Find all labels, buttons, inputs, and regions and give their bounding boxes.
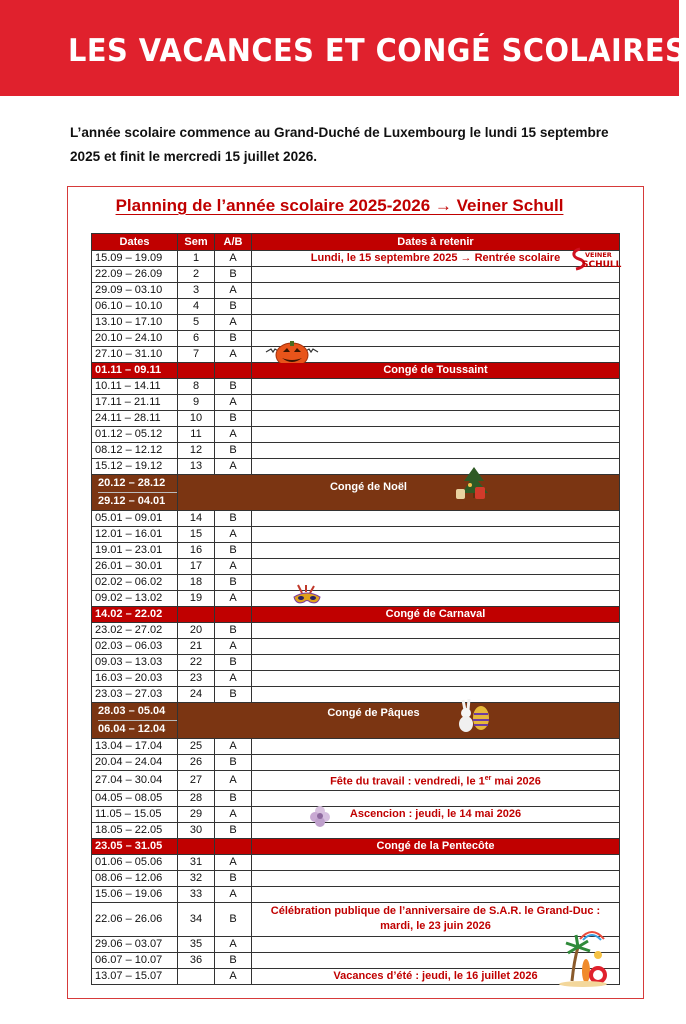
page-title: LES VACANCES ET CONGÉ SCOLAIRES [68, 33, 686, 69]
row-dates: 22.09 – 26.09 [92, 267, 178, 283]
row-dates: 23.05 – 31.05 [92, 838, 178, 854]
row-dates: 23.02 – 27.02 [92, 623, 178, 639]
row-dates: 26.01 – 30.01 [92, 559, 178, 575]
row-dates: 02.03 – 06.03 [92, 639, 178, 655]
row-dates: 27.10 – 31.10 [92, 347, 178, 363]
row-dates: 27.04 – 30.04 [92, 771, 178, 791]
surfboard [582, 959, 590, 983]
row-dates-stack [98, 703, 177, 738]
row-dates: 01.11 – 09.11 [92, 363, 178, 379]
table-row [92, 936, 620, 952]
table-row [92, 687, 620, 703]
gift-beige [456, 489, 465, 499]
row-note [252, 511, 620, 527]
gift-red [475, 487, 485, 499]
table-row [92, 703, 620, 739]
row-sem: 2 [178, 267, 215, 283]
row-sem: 10 [178, 411, 215, 427]
row-note-text: Vacances d’été : jeudi, le 16 juillet 2026 [333, 969, 538, 982]
row-note [252, 527, 620, 543]
row-note [252, 755, 620, 771]
row-dates: 09.03 – 13.03 [92, 655, 178, 671]
row-dates-stack [98, 475, 177, 510]
row-dates: 18.05 – 22.05 [92, 822, 178, 838]
row-note [252, 886, 620, 902]
table-row [92, 968, 620, 984]
table-row [92, 623, 620, 639]
row-ab: A [215, 427, 252, 443]
logo-line1: VEINER [585, 251, 612, 259]
row-note-line2: mardi, le 23 juin 2026 [380, 920, 491, 933]
row-note [252, 790, 620, 806]
row-dates: 22.06 – 26.06 [92, 902, 178, 936]
row-dates: 20.04 – 24.04 [92, 755, 178, 771]
row-sem: 3 [178, 283, 215, 299]
row-dates: 08.06 – 12.06 [92, 870, 178, 886]
row-dates: 13.04 – 17.04 [92, 739, 178, 755]
row-note-text: Fête du travail : vendredi, le 1 [330, 775, 485, 788]
table-row [92, 559, 620, 575]
row-sem: 28 [178, 790, 215, 806]
row-sem: 5 [178, 315, 215, 331]
mask-eye-left [298, 596, 304, 600]
row-dates: 20.10 – 24.10 [92, 331, 178, 347]
row-sem: 19 [178, 591, 215, 607]
table-row [92, 739, 620, 755]
table-row [92, 315, 620, 331]
row-dates: 23.03 – 27.03 [92, 687, 178, 703]
row-dates: 08.12 – 12.12 [92, 443, 178, 459]
row-ab: A [215, 315, 252, 331]
row-sem: 9 [178, 395, 215, 411]
row-dates: 29.06 – 03.07 [92, 936, 178, 952]
row-dates: 12.01 – 16.01 [92, 527, 178, 543]
row-sem: 36 [178, 952, 215, 968]
table-row [92, 806, 620, 822]
row-dates: 15.09 – 19.09 [92, 251, 178, 267]
row-note [252, 395, 620, 411]
row-ab: A [215, 854, 252, 870]
row-note [252, 427, 620, 443]
row-sem: 22 [178, 655, 215, 671]
table-header-row [92, 234, 620, 251]
mask-feathers [298, 585, 314, 593]
row-dates-first: 20.12 – 28.12 [98, 475, 177, 493]
table-row [92, 822, 620, 838]
row-ab: B [215, 822, 252, 838]
row-dates: 29.09 – 03.10 [92, 283, 178, 299]
swim-ring [591, 968, 605, 982]
row-ab: B [215, 299, 252, 315]
row-ab: A [215, 739, 252, 755]
row-ab: A [215, 591, 252, 607]
row-ab: A [215, 936, 252, 952]
row-ab: B [215, 870, 252, 886]
row-note-after: mai 2026 [491, 775, 541, 788]
ornament [468, 483, 472, 487]
row-note-text: Congé de Noël [329, 481, 407, 493]
table-row [92, 347, 620, 363]
row-note: Congé de la Pentecôte [252, 838, 620, 854]
row-ab: A [215, 459, 252, 475]
row-note [252, 347, 620, 363]
row-note-text: Ascencion : jeudi, le 14 mai 2026 [349, 807, 522, 820]
table-row [92, 790, 620, 806]
row-note [252, 655, 620, 671]
table-row [92, 838, 620, 854]
row-dates: 02.02 – 06.02 [92, 575, 178, 591]
table-row [92, 952, 620, 968]
table-row [92, 459, 620, 475]
table-row [92, 771, 620, 791]
row-dates [92, 703, 178, 739]
row-ab: A [215, 771, 252, 791]
row-sem [178, 363, 215, 379]
row-note [252, 870, 620, 886]
row-sem: 26 [178, 755, 215, 771]
row-dates: 15.12 – 19.12 [92, 459, 178, 475]
table-row [92, 755, 620, 771]
table-row [92, 331, 620, 347]
row-note [252, 543, 620, 559]
row-sem: 32 [178, 870, 215, 886]
row-dates: 11.05 – 15.05 [92, 806, 178, 822]
table-row [92, 870, 620, 886]
row-ab: A [215, 283, 252, 299]
row-sem: 8 [178, 379, 215, 395]
bunny-body [459, 716, 473, 732]
row-ab: B [215, 952, 252, 968]
row-sem: 13 [178, 459, 215, 475]
row-sem: 35 [178, 936, 215, 952]
flower-center [317, 813, 323, 819]
table-row [92, 267, 620, 283]
row-sem: 18 [178, 575, 215, 591]
table-row [92, 363, 620, 379]
row-sem: 16 [178, 543, 215, 559]
row-ab: B [215, 267, 252, 283]
table-row [92, 543, 620, 559]
row-ab: B [215, 655, 252, 671]
row-sem: 29 [178, 806, 215, 822]
row-ab: A [215, 639, 252, 655]
row-note [252, 411, 620, 427]
row-ab: B [215, 575, 252, 591]
row-note [252, 251, 622, 270]
row-ab: A [215, 251, 252, 267]
header-sem: Sem [178, 234, 215, 251]
row-ab [215, 838, 252, 854]
table-row [92, 395, 620, 411]
rainbow-inner [583, 935, 601, 940]
row-ab: B [215, 379, 252, 395]
palm-trunk [572, 947, 578, 981]
row-dates-second: 06.04 – 12.04 [98, 723, 166, 735]
mask-eye-right [310, 596, 316, 600]
table-row [92, 591, 620, 607]
row-dates: 10.11 – 14.11 [92, 379, 178, 395]
table-row [92, 411, 620, 427]
row-sem: 12 [178, 443, 215, 459]
row-sem: 7 [178, 347, 215, 363]
row-dates [92, 475, 178, 511]
row-note [252, 379, 620, 395]
row-ab [215, 607, 252, 623]
row-sem [178, 607, 215, 623]
table-row [92, 299, 620, 315]
carnival-mask-icon [292, 585, 322, 607]
row-note [252, 623, 620, 639]
row-sem: 34 [178, 902, 215, 936]
row-note: Congé de Toussaint [252, 363, 620, 379]
row-sem: 1 [178, 251, 215, 267]
row-note [252, 559, 620, 575]
row-ab: B [215, 331, 252, 347]
row-note [252, 739, 620, 755]
row-ab: B [215, 511, 252, 527]
row-dates: 16.03 – 20.03 [92, 671, 178, 687]
row-dates: 09.02 – 13.02 [92, 591, 178, 607]
table-row [92, 379, 620, 395]
row-dates: 01.12 – 05.12 [92, 427, 178, 443]
row-note [178, 475, 620, 511]
row-note [252, 854, 620, 870]
row-dates: 17.11 – 21.11 [92, 395, 178, 411]
row-note [252, 591, 620, 607]
row-dates: 13.10 – 17.10 [92, 315, 178, 331]
row-sem: 11 [178, 427, 215, 443]
row-note-text: Lundi, le 15 septembre 2025 → Rentrée scolaire [310, 252, 561, 264]
row-sem: 6 [178, 331, 215, 347]
table-row [92, 427, 620, 443]
pumpkin-stem [290, 341, 294, 346]
table-row [92, 251, 620, 267]
row-note-text: Congé de Pâques [327, 707, 420, 719]
row-ab: A [215, 886, 252, 902]
row-ab: B [215, 902, 252, 936]
header-note: Dates à retenir [252, 234, 620, 251]
row-sem: 23 [178, 671, 215, 687]
sun [594, 951, 602, 959]
table-row [92, 639, 620, 655]
row-note: Congé de Carnaval [252, 607, 620, 623]
row-sem [178, 968, 215, 984]
row-ab: A [215, 395, 252, 411]
table-row [92, 854, 620, 870]
row-sem: 20 [178, 623, 215, 639]
intro-text: L’année scolaire commence au Grand-Duché de Luxembourg le lundi 15 septembre 2025 et finit le mercredi 15 juillet 2026. [70, 125, 609, 164]
row-dates: 13.07 – 15.07 [92, 968, 178, 984]
row-sem: 30 [178, 822, 215, 838]
row-note-sup: er [484, 775, 492, 782]
table-row [92, 671, 620, 687]
planning-title-text: Planning de l’année scolaire 2025-2026 → Veiner Schull [115, 196, 564, 215]
table-row [92, 475, 620, 511]
logo-line2: SCHULL [582, 260, 622, 270]
row-note [252, 968, 620, 984]
easter-egg [473, 706, 489, 730]
row-ab: B [215, 443, 252, 459]
row-ab: B [215, 790, 252, 806]
table-row [92, 443, 620, 459]
table-row [92, 283, 620, 299]
row-note [252, 822, 620, 838]
row-dates: 19.01 – 23.01 [92, 543, 178, 559]
summer-beach-icon [558, 925, 608, 987]
row-sem: 14 [178, 511, 215, 527]
row-note [252, 806, 620, 822]
row-sem: 27 [178, 771, 215, 791]
table-row [92, 527, 620, 543]
row-note-text: Célébration publique de l’anniversaire de S.A.R. le Grand-Duc : [270, 905, 601, 918]
row-note [252, 267, 620, 283]
row-note [252, 299, 620, 315]
row-sem: 25 [178, 739, 215, 755]
schedule-table [91, 233, 620, 985]
row-dates-second: 29.12 – 04.01 [98, 495, 166, 507]
row-note [252, 443, 620, 459]
row-ab [215, 363, 252, 379]
row-ab: B [215, 623, 252, 639]
header-ab: A/B [215, 234, 252, 251]
row-dates: 06.10 – 10.10 [92, 299, 178, 315]
row-note [252, 671, 620, 687]
row-ab: A [215, 559, 252, 575]
row-sem: 15 [178, 527, 215, 543]
row-ab: B [215, 411, 252, 427]
row-ab: A [215, 806, 252, 822]
row-dates: 15.06 – 19.06 [92, 886, 178, 902]
table-row [92, 607, 620, 623]
row-dates-first: 28.03 – 05.04 [98, 703, 177, 721]
easter-bunny-icon [455, 698, 495, 734]
table-row [92, 575, 620, 591]
table-row [92, 511, 620, 527]
row-note [252, 283, 620, 299]
row-dates: 05.01 – 09.01 [92, 511, 178, 527]
row-sem: 31 [178, 854, 215, 870]
row-ab: B [215, 755, 252, 771]
row-ab: A [215, 347, 252, 363]
row-ab: A [215, 671, 252, 687]
sand [559, 981, 607, 987]
row-note [252, 639, 620, 655]
row-sem [178, 838, 215, 854]
planning-title [0, 196, 679, 216]
row-ab: B [215, 687, 252, 703]
row-dates: 24.11 – 28.11 [92, 411, 178, 427]
table-row [92, 902, 620, 936]
row-note [252, 771, 620, 791]
table-row [92, 886, 620, 902]
row-sem: 17 [178, 559, 215, 575]
row-note [252, 687, 620, 703]
row-dates: 06.07 – 10.07 [92, 952, 178, 968]
row-note [252, 315, 620, 331]
row-sem: 24 [178, 687, 215, 703]
row-ab: A [215, 527, 252, 543]
row-dates: 14.02 – 22.02 [92, 607, 178, 623]
header-dates: Dates [92, 234, 178, 251]
row-note [252, 459, 620, 475]
row-dates: 04.05 – 08.05 [92, 790, 178, 806]
table-row [92, 655, 620, 671]
row-sem: 21 [178, 639, 215, 655]
row-sem: 33 [178, 886, 215, 902]
row-dates: 01.06 – 05.06 [92, 854, 178, 870]
christmas-tree-icon [448, 467, 494, 503]
row-note [178, 703, 620, 739]
mask-face [294, 593, 320, 603]
row-sem: 4 [178, 299, 215, 315]
page-header [0, 0, 686, 96]
row-ab: B [215, 543, 252, 559]
row-ab: A [215, 968, 252, 984]
